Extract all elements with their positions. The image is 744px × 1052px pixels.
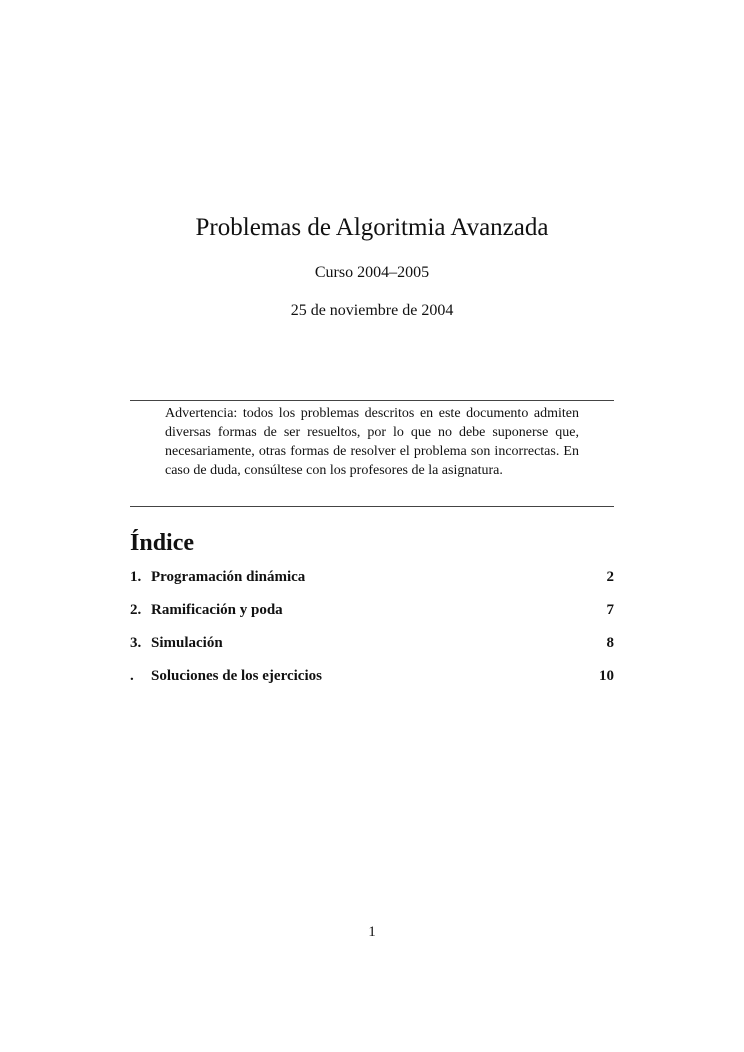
toc-entry-number: . xyxy=(130,668,134,684)
course-line: Curso 2004–2005 xyxy=(314,264,430,281)
toc-entry-label: Simulación xyxy=(151,635,223,651)
toc-entry-page: 2 xyxy=(606,569,614,585)
toc-entry-branch-and-bound[interactable] xyxy=(130,599,614,632)
page-number: 1 xyxy=(368,924,376,940)
toc-entry-solutions[interactable] xyxy=(130,665,614,698)
toc-entry-label: Programación dinámica xyxy=(151,569,306,585)
toc-entry-label: Soluciones de los ejercicios xyxy=(151,668,322,684)
toc-entry-number: 3. xyxy=(130,635,142,651)
document-title: Problemas de Algoritmia Avanzada xyxy=(195,214,549,241)
toc-entry-simulation[interactable] xyxy=(130,632,614,665)
warning-rule-top xyxy=(130,400,614,401)
toc-entry-page: 8 xyxy=(606,635,614,651)
warning-text: Advertencia: todos los problemas descritos en este documento admiten diversas formas de ser resueltos, por lo que no debe suponerse que, necesariamente, otras formas de resolver el problema son incorrectas. En caso de duda, consúltese con los profesores de la asignatura. xyxy=(165,406,579,478)
table-of-contents xyxy=(130,566,614,698)
toc-entry-page: 7 xyxy=(606,602,614,618)
toc-entry-page: 10 xyxy=(599,668,614,684)
index-heading: Índice xyxy=(130,530,195,556)
toc-entry-number: 2. xyxy=(130,602,142,618)
toc-entry-number: 1. xyxy=(130,569,142,585)
document-date: 25 de noviembre de 2004 xyxy=(290,302,454,319)
toc-entry-label: Ramificación y poda xyxy=(151,602,283,618)
warning-rule-bottom xyxy=(130,506,614,507)
toc-entry-dynamic-programming[interactable] xyxy=(130,566,614,599)
